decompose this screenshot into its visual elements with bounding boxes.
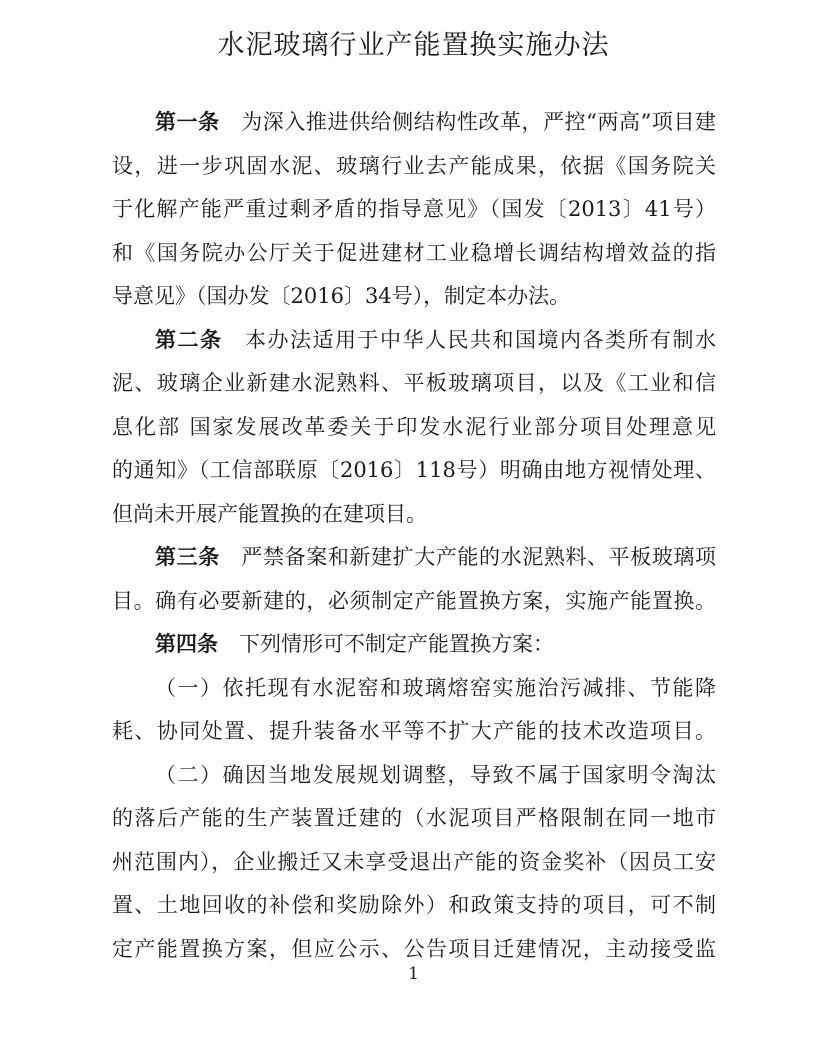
article-2-line-5: 但尚未开展产能置换的在建项目。 xyxy=(112,502,427,526)
item-2-line-4: 置、土地回收的补偿和奖励除外）和政策支持的项目，可不制 xyxy=(112,893,716,917)
body-text: 本办法适用于中华人民共和国境内各类所有制水 xyxy=(245,328,716,352)
article-2-line-1 xyxy=(155,320,716,360)
item-2-line-1: （二）确因当地发展规划调整，导致不属于国家明令淘汰 xyxy=(155,763,716,787)
article-heading: 第三条 xyxy=(155,545,220,569)
item-1-line-2: 耗、协同处置、提升装备水平等不扩大产能的技术改造项目。 xyxy=(112,719,716,743)
item-1-line-1: （一）依托现有水泥窑和玻璃熔窑实施治污减排、节能降 xyxy=(155,676,716,700)
body-text: 下列情形可不制定产能置换方案： xyxy=(239,632,554,656)
item-2-line-5: 定产能置换方案，但应公示、公告项目迁建情况，主动接受监 xyxy=(112,937,716,961)
document-title: 水泥玻璃行业产能置换实施办法 xyxy=(217,30,610,61)
body-text: 严禁备案和新建扩大产能的水泥熟料、平板玻璃项 xyxy=(241,545,717,569)
article-2-line-4: 的通知》（工信部联原〔2016〕118号）明确由地方视情处理、 xyxy=(112,458,716,482)
page-number: 1 xyxy=(408,964,419,984)
article-1-line-4: 和《国务院办公厅关于促进建材工业稳增长调结构增效益的指 xyxy=(112,241,716,265)
article-heading: 第一条 xyxy=(155,110,220,134)
article-1-line-5: 导意见》（国办发〔2016〕34号），制定本办法。 xyxy=(112,284,571,308)
article-1-line-3: 于化解产能严重过剩矛盾的指导意见》（国发〔2013〕41号） xyxy=(112,197,716,221)
article-3-line-1 xyxy=(155,537,716,577)
article-1-line-1 xyxy=(155,102,716,142)
item-2-line-2: 的落后产能的生产装置迁建的（水泥项目严格限制在同一地市 xyxy=(112,806,716,830)
article-2-line-2: 泥、玻璃企业新建水泥熟料、平板玻璃项目，以及《工业和信 xyxy=(112,371,716,395)
item-2-line-3: 州范围内），企业搬迁又未享受退出产能的资金奖补（因员工安 xyxy=(112,850,716,874)
article-4-line-1 xyxy=(155,624,716,664)
article-2-line-3: 息化部 国家发展改革委关于印发水泥行业部分项目处理意见 xyxy=(112,415,716,439)
article-1-line-2: 设，进一步巩固水泥、玻璃行业去产能成果，依据《国务院关 xyxy=(112,154,716,178)
body-text: 为深入推进供给侧结构性改革，严控“两高”项目建 xyxy=(241,110,717,134)
article-heading: 第四条 xyxy=(155,632,218,656)
article-heading: 第二条 xyxy=(155,328,223,352)
article-3-line-2: 目。确有必要新建的，必须制定产能置换方案，实施产能置换。 xyxy=(112,589,716,613)
